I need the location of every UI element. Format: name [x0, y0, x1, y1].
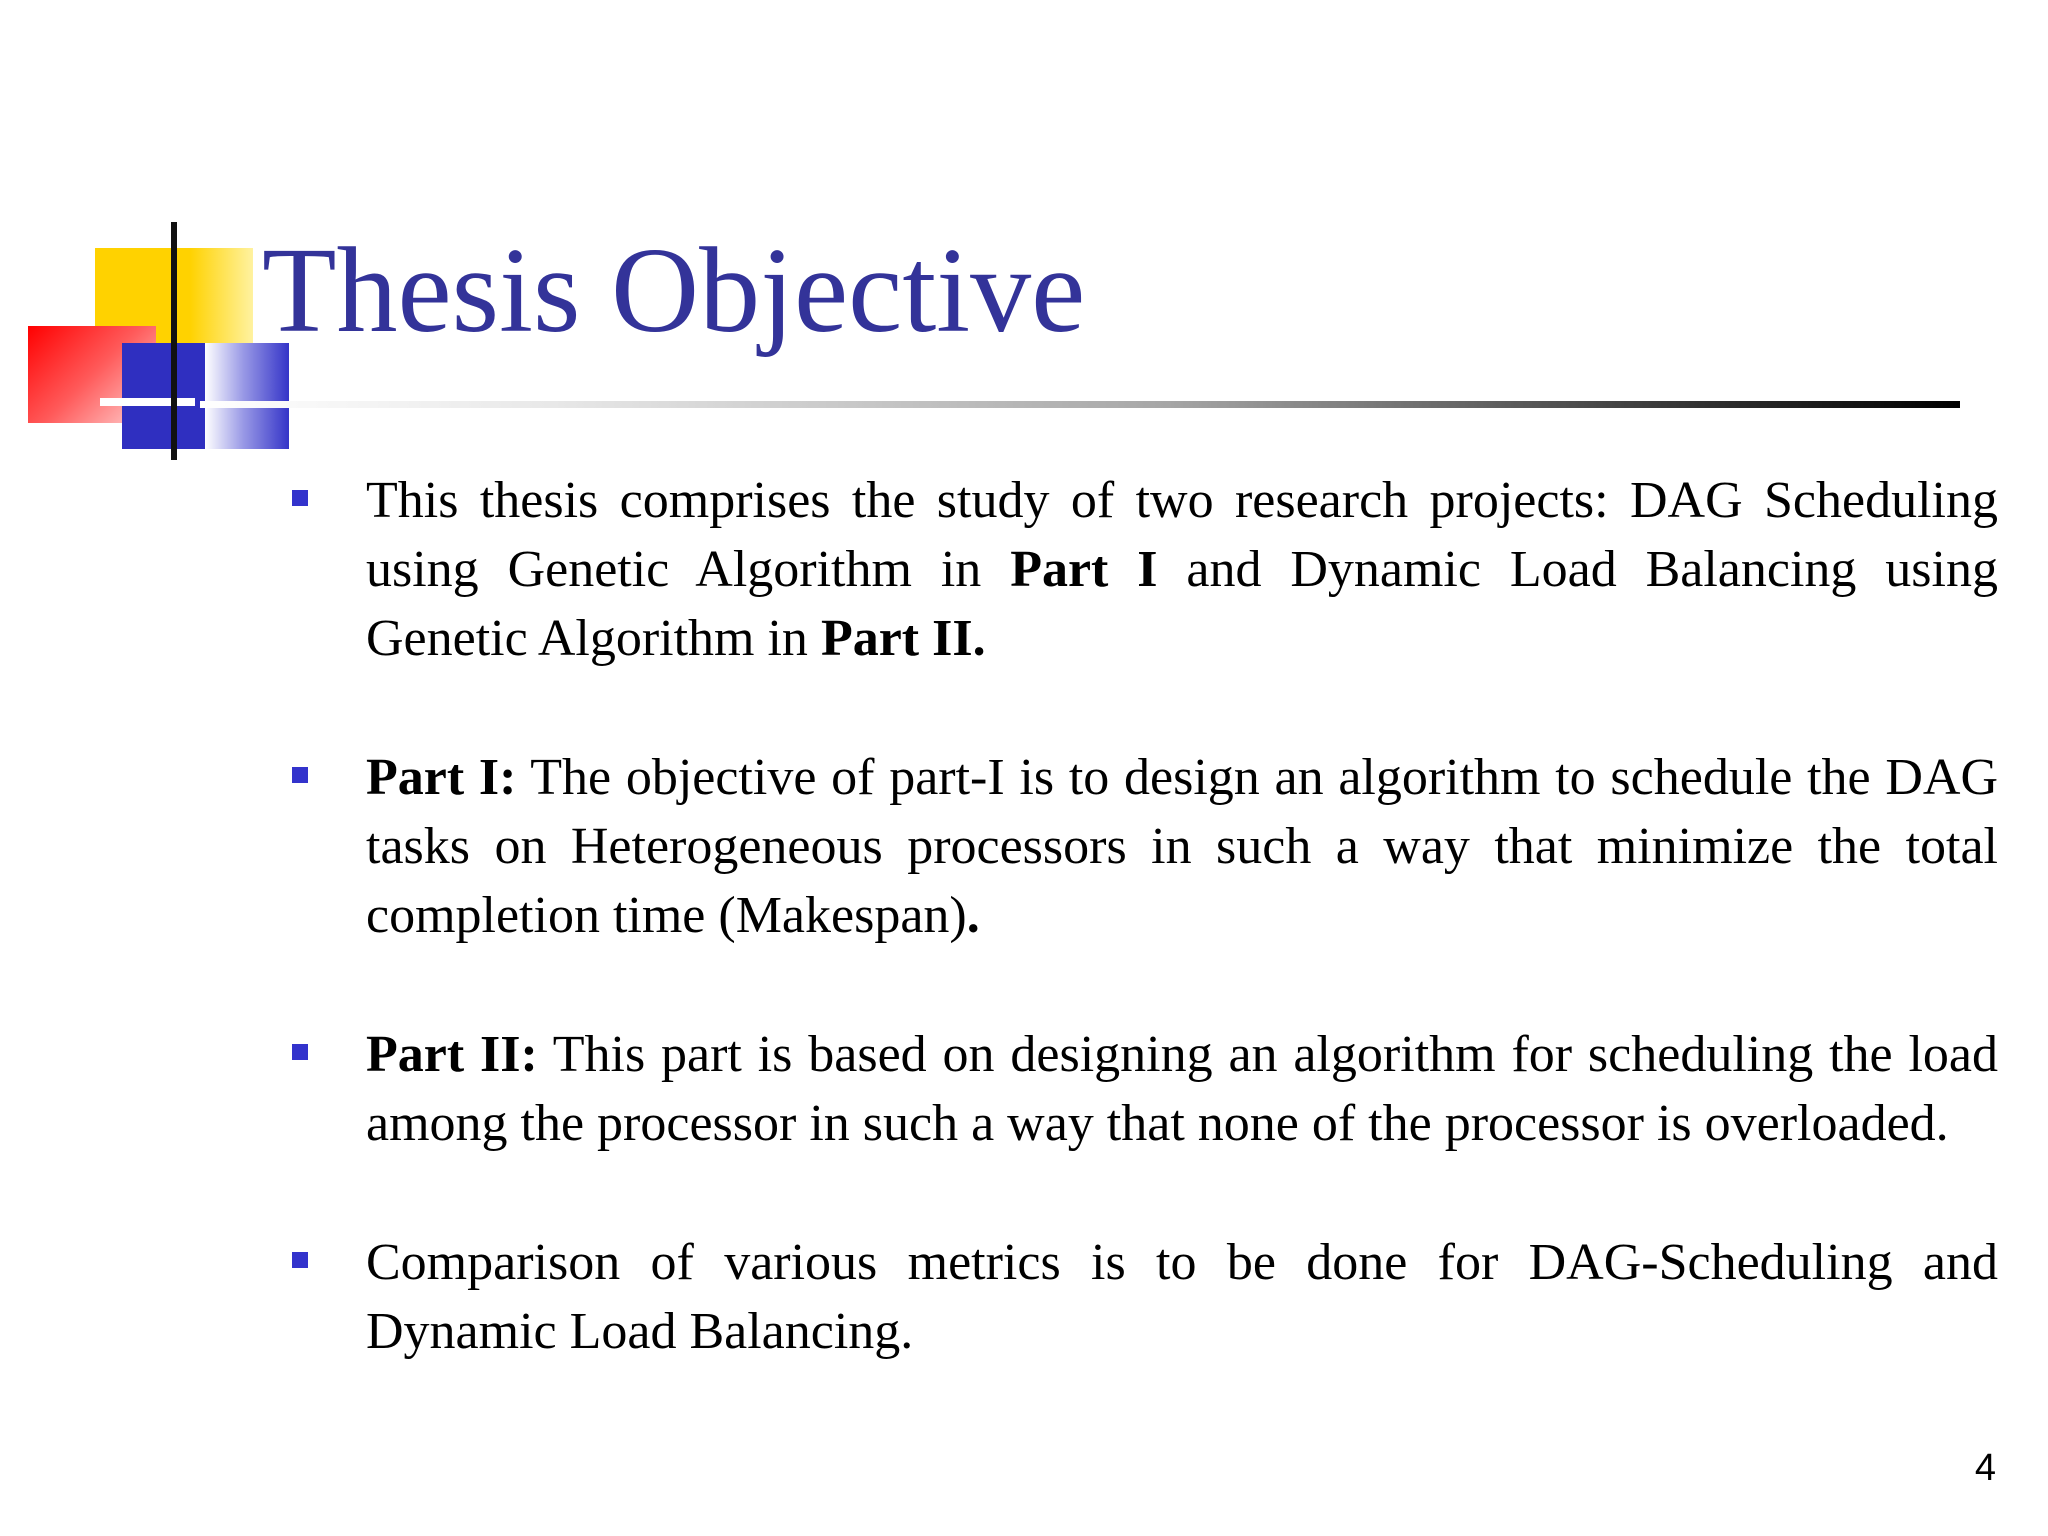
- bullet-item-comparison: [290, 1228, 1998, 1366]
- slide-title: Thesis Objective: [262, 223, 1086, 358]
- bullet-item-part-2: [290, 1020, 1998, 1158]
- bullet-item-part-1: [290, 743, 1998, 950]
- square-bullet-icon: [292, 767, 308, 783]
- square-bullet-icon: [292, 1044, 308, 1060]
- bullet-bold-text: .: [966, 887, 980, 944]
- decorative-blue-gradient-square: [205, 343, 289, 449]
- bullet-list: [290, 466, 1998, 1436]
- bullet-text: Comparison of various metrics is to be done for DAG-Scheduling and Dynamic Load Balancing.: [366, 1234, 1998, 1360]
- decorative-vertical-line: [171, 222, 177, 460]
- bullet-item-overview: [290, 466, 1998, 673]
- bullet-text: This thesis comprises the study of two research projects: DAG Scheduling using Genetic Algorithm in: [366, 472, 1998, 598]
- decorative-blue-square: [122, 343, 205, 449]
- bullet-bold-text: Part I: [1010, 541, 1158, 598]
- square-bullet-icon: [292, 1252, 308, 1268]
- bullet-bold-text: Part I:: [366, 749, 517, 806]
- bullet-bold-text: Part II.: [820, 610, 986, 667]
- page-number: 4: [1974, 1447, 1996, 1489]
- bullet-text: The objective of part-I is to design an algorithm to schedule the DAG tasks on Heterogeneous processors in such a way that minimize the total completion time (Makespan): [366, 749, 1998, 944]
- bullet-text: and Dynamic Load Balancing using Genetic Algorithm in: [366, 541, 1998, 667]
- decorative-white-line: [100, 398, 195, 406]
- square-bullet-icon: [292, 490, 308, 506]
- bullet-bold-text: Part II:: [366, 1026, 538, 1083]
- bullet-text: This part is based on designing an algorithm for scheduling the load among the processor in such a way that none of the processor is overloaded.: [366, 1026, 1998, 1152]
- title-underline: [200, 401, 1960, 408]
